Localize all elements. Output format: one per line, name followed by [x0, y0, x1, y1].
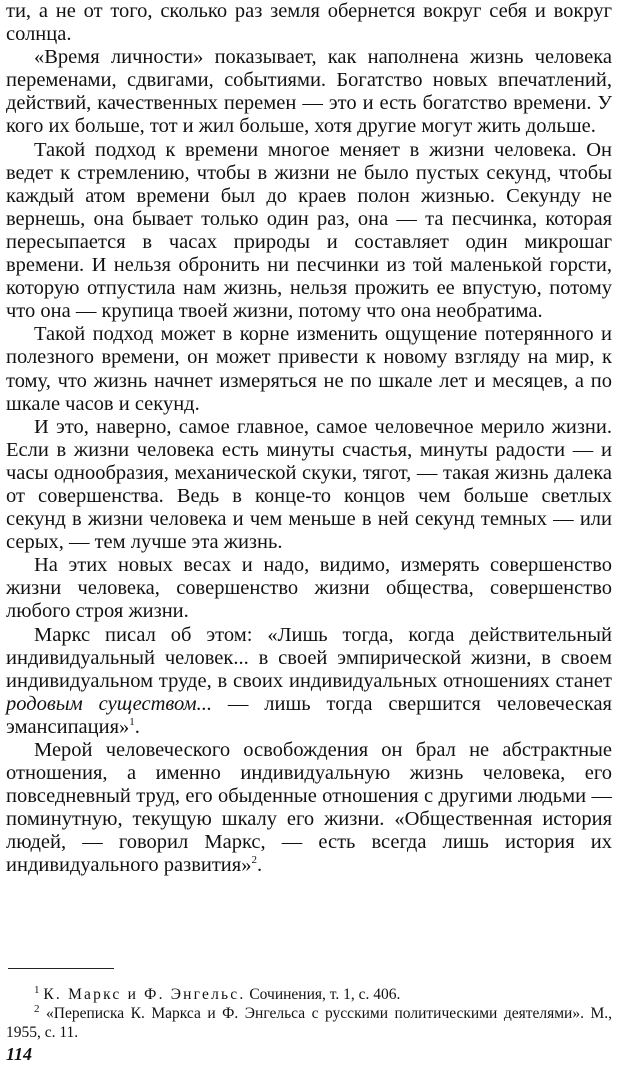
paragraph-1: ти, а не от того, сколько раз земля обернется вокруг себя и вокруг солнца.	[6, 0, 612, 46]
quote-text-end: — лишь тогда свершится человеческая эмансипация»	[6, 692, 612, 738]
footnote-mark-2: 2	[34, 1002, 40, 1015]
paragraph-6: На этих новых весах и надо, видимо, измерять совершенство жизни человека, совершенство жизни общества, совершенство любого строя жизни.	[6, 554, 612, 623]
paragraph-4: Такой подход может в корне изменить ощущение потерянного и полезного времени, он может привести к новому взгляду на мир, к тому, что жизнь начнет измеряться не по шкале лет и месяцев, а по шкале часов и секунд.	[6, 323, 612, 415]
paragraph-5: И это, наверно, самое главное, самое человечное мерило жизни. Если в жизни человека есть минуты счастья, минуты радости — и часы однообразия, механической скуки, тягот, — такая жизнь далека от совершенства. Ведь в конце-то концов чем больше светлых секунд в жизни человека и чем меньше в ней секунд темных — или серых, — тем лучше эта жизнь.	[6, 415, 612, 554]
paragraph-3: Такой подход к времени многое меняет в жизни человека. Он ведет к стремлению, чтобы в жизни не было пустых секунд, чтобы каждый атом времени был до краев полон жизнью. Секунду не вернешь, она бывает только один раз, она — та песчинка, которая пересыпается в часах природы и составляет один микрошаг времени. И нельзя обронить ни песчинки из той маленькой горсти, которую отпустила нам жизнь, нельзя прожить ее впустую, потому что она — крупица твоей жизни, потому что она необратима.	[6, 138, 612, 323]
quote-text-italic: родовым существом...	[6, 692, 212, 715]
main-text	[6, 0, 612, 878]
footnote-ref-1[interactable]: 1	[129, 716, 135, 729]
footnote-2-text: «Переписка К. Маркса и Ф. Энгельса с русскими политическими деятелями». М., 1955, с. 11.	[6, 1005, 613, 1041]
paragraph-last: Мерой человеческого освобождения он брал не абстрактные отношения, а именно индивидуальную жизнь человека, его повседневный труд, его обыденные отношения с другими людьми — поминутную, текущую шкалу его жизни. «Общественная история людей, — говорил Маркс, — есть всегда лишь история их индивидуального развития»$^2$.	[6, 739, 612, 877]
footnote-ref-2[interactable]: 2	[251, 854, 257, 867]
footnote-1-text: Сочинения, т. 1, с. 406.	[245, 986, 401, 1003]
footnote-1	[6, 985, 612, 1004]
quote-text-start: Маркс писал об этом: «Лишь тогда, когда действительный индивидуальный человек... в своей эмпирической жизни, в своем индивидуальном труде, в своих индивидуальных отношениях станет	[6, 623, 612, 692]
footnote-2	[6, 1004, 612, 1042]
footnote-divider	[8, 968, 114, 969]
footnote-mark-1: 1	[34, 983, 40, 996]
paragraph-2: «Время личности» показывает, как наполнена жизнь человека переменами, сдвигами, событиями. Богатство новых впечатлений, действий, качественных перемен — это и есть богатство времени. У кого их больше, тот и жил больше, хотя другие могут жить дольше.	[6, 46, 612, 138]
paragraph-marx-quote: Маркс писал об этом: «Лишь тогда, когда действительный индивидуальный человек... в своей эмпирической жизни, в своем индивидуальном труде, в своих индивидуальных отношениях станет родовым существом... — лишь тогда свершится человеческая эмансипация»$^1$.	[6, 623, 612, 738]
page-number: 114	[6, 1044, 33, 1064]
footnotes	[6, 985, 612, 1042]
last-paragraph-text: Мерой человеческого освобождения он брал не абстрактные отношения, а именно индивидуальную жизнь человека, его повседневный труд, его обыденные отношения с другими людьми — поминутную, текущую шкалу его жизни. «Общественная история людей, — говорил Маркс, — есть всегда лишь история их индивидуального развития»	[6, 739, 612, 877]
footnote-1-author: К. Маркс и Ф. Энгельс.	[43, 986, 246, 1003]
